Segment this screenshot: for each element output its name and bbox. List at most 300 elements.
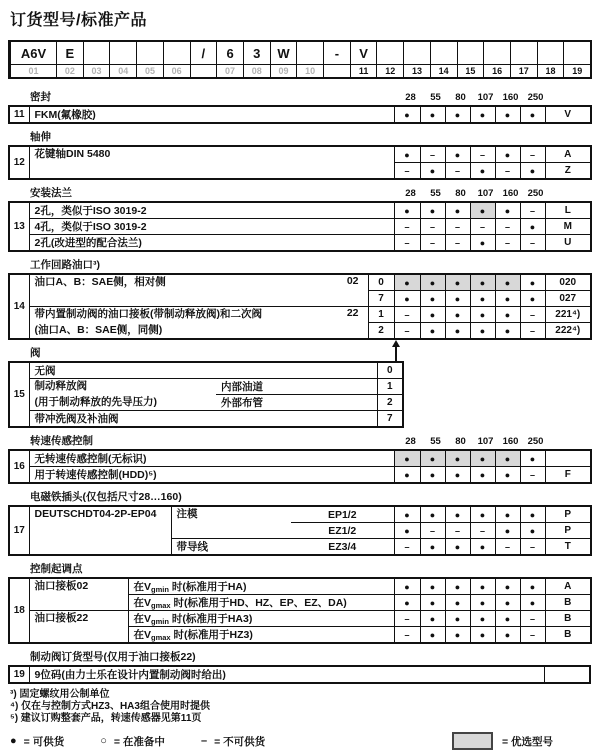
- subcode-value: 0: [368, 274, 394, 291]
- code-box-position: 18: [545, 66, 556, 76]
- subcode-value: 2: [368, 323, 394, 340]
- availability-cell: –: [520, 307, 545, 322]
- code-box: [323, 42, 350, 77]
- section-mounting-flange: [8, 187, 592, 252]
- position-number: 11: [9, 106, 29, 123]
- code-box-value: 3: [244, 42, 270, 65]
- legend-in-preparation: ○ = 在准备中: [100, 735, 165, 748]
- availability-cell: –: [495, 219, 520, 234]
- availability-cell: –: [495, 163, 520, 178]
- section-title: 制动阀订货型号(仅用于油口接板22): [30, 651, 196, 663]
- code-value: V: [545, 106, 591, 123]
- section-title: 控制起调点: [30, 563, 83, 575]
- availability-cell: –: [404, 221, 410, 232]
- availability-matrix: [394, 219, 545, 235]
- availability-cell: ●: [470, 107, 495, 122]
- code-value: 2: [377, 395, 403, 411]
- availability-cell: ●: [470, 451, 495, 466]
- spec-label: 带冲洗阀及补油阀: [29, 411, 377, 428]
- availability-cell: ●: [395, 451, 420, 466]
- code-box: [190, 42, 217, 77]
- code-box-value: -: [324, 42, 350, 65]
- availability-matrix: [394, 595, 545, 611]
- availability-cell: –: [445, 163, 470, 178]
- availability-matrix: [394, 523, 545, 539]
- code-box-position: 16: [492, 66, 503, 76]
- code-box-value: [137, 42, 163, 65]
- code-value: [544, 666, 590, 683]
- availability-cell: ●: [395, 275, 420, 290]
- availability-cell: –: [404, 629, 410, 640]
- spec-label: 无阀: [29, 362, 377, 379]
- availability-cell: ●: [420, 203, 445, 218]
- availability-cell: ●: [495, 451, 520, 466]
- code-value: 020: [545, 274, 591, 291]
- spec-label: 油口A、B：SAE侧，相对侧 02: [29, 274, 368, 307]
- code-value: T: [545, 539, 591, 556]
- availability-cell: –: [495, 235, 520, 250]
- availability-cell: –: [470, 523, 495, 538]
- port-plate-code: 02: [346, 275, 359, 287]
- availability-cell: ●: [445, 203, 470, 218]
- availability-cell: –: [520, 611, 545, 626]
- availability-cell: ●: [520, 523, 545, 538]
- code-box-value: E: [57, 42, 83, 65]
- section-header: [8, 131, 592, 144]
- availability-cell: ●: [470, 579, 495, 594]
- availability-cell: ●: [404, 205, 410, 216]
- code-box: [350, 42, 377, 77]
- availability-matrix: [394, 106, 545, 123]
- code-box: [109, 42, 136, 77]
- availability-cell: –: [420, 147, 445, 162]
- legend-available: ● = 可供货: [10, 735, 65, 748]
- code-value: U: [545, 235, 591, 252]
- code-box: [563, 42, 590, 77]
- availability-cell: ●: [404, 597, 410, 608]
- availability-cell: –: [404, 237, 410, 248]
- availability-cell: ●: [520, 291, 545, 306]
- spec-label: 9位码(由力士乐在设计内置制动阀时给出): [29, 666, 544, 683]
- availability-cell: ●: [445, 291, 470, 306]
- code-value: 0: [377, 362, 403, 379]
- code-box-value: [84, 42, 110, 65]
- code-box-position: 13: [411, 66, 422, 76]
- code-box-position: 15: [465, 66, 476, 76]
- availability-cell: ●: [445, 507, 470, 522]
- table-row: [9, 506, 591, 523]
- availability-cell: –: [404, 309, 410, 320]
- legend-preferred-type: = 优选型号: [452, 732, 553, 750]
- availability-matrix: [394, 291, 545, 307]
- code-box: [376, 42, 403, 77]
- section-title: 阀: [30, 347, 41, 359]
- code-box: [83, 42, 110, 77]
- availability-cell: ●: [420, 451, 445, 466]
- section-header: [8, 435, 592, 448]
- availability-cell: ●: [420, 291, 445, 306]
- availability-cell: ●: [495, 611, 520, 626]
- position-number: 16: [9, 450, 29, 483]
- availability-matrix: [394, 163, 545, 180]
- section-speed-sensing: [8, 435, 592, 484]
- model-code-strip: [8, 40, 592, 79]
- availability-cell: ●: [420, 579, 445, 594]
- code-box-value: A6V: [11, 42, 56, 65]
- availability-cell: ●: [404, 469, 410, 480]
- availability-cell: ●: [404, 109, 410, 120]
- code-value: A: [545, 146, 591, 163]
- filled-dot-icon: ●: [10, 735, 17, 747]
- availability-cell: ●: [420, 507, 445, 522]
- availability-matrix: [394, 539, 545, 556]
- size-header: 250: [527, 188, 544, 199]
- availability-cell: ●: [470, 291, 495, 306]
- availability-cell: ●: [445, 595, 470, 610]
- section-title: 转速传感控制: [30, 435, 93, 447]
- code-box: [510, 42, 537, 77]
- section-title: 轴伸: [30, 131, 51, 143]
- availability-cell: ●: [470, 507, 495, 522]
- availability-cell: ●: [520, 219, 545, 234]
- code-value: [545, 450, 591, 467]
- size-header: 160: [502, 92, 519, 103]
- availability-cell: –: [470, 147, 495, 162]
- availability-cell: ●: [520, 163, 545, 178]
- dash-icon: –: [200, 735, 208, 747]
- section-valve: [8, 347, 592, 428]
- table-row: [9, 666, 590, 683]
- availability-cell: –: [445, 235, 470, 250]
- code-box-value: [404, 42, 430, 65]
- code-box-position: 03: [91, 66, 102, 76]
- availability-cell: ●: [445, 147, 470, 162]
- size-header: 80: [455, 436, 466, 447]
- section-shaft-end: [8, 131, 592, 180]
- code-value: Z: [545, 163, 591, 180]
- availability-cell: –: [404, 541, 410, 552]
- availability-cell: ●: [520, 451, 545, 466]
- availability-cell: –: [520, 627, 545, 642]
- spec-label: FKM(氟橡胶): [29, 106, 394, 123]
- availability-cell: ●: [404, 509, 410, 520]
- availability-matrix: [394, 274, 545, 291]
- availability-cell: ●: [495, 467, 520, 482]
- section-header: [8, 651, 592, 664]
- spec-label: 4孔，类似于ISO 3019-2: [29, 219, 394, 235]
- availability-cell: ●: [445, 467, 470, 482]
- availability-cell: ●: [495, 291, 520, 306]
- spec-label: 带内置制动阀的油口接板(带制动释放阀)和二次阀 (油口A、B：SAE侧，同侧) 22: [29, 307, 368, 340]
- spec-sublabel: 注模: [171, 506, 291, 539]
- code-box-position: 02: [64, 66, 75, 76]
- legend-not-available: – = 不可供货: [200, 735, 266, 748]
- availability-cell: –: [520, 235, 545, 250]
- code-box-value: V: [351, 42, 377, 65]
- code-box-value: 6: [217, 42, 243, 65]
- section-title: 工作回路油口³): [30, 259, 100, 271]
- position-number: 15: [9, 362, 29, 427]
- availability-cell: ●: [495, 147, 520, 162]
- code-value: L: [545, 202, 591, 219]
- table-row: [9, 274, 591, 291]
- position-number: 14: [9, 274, 29, 339]
- section-header: [8, 187, 592, 200]
- spec-label: 制动释放阀 (用于制动释放的先导压力): [29, 379, 216, 411]
- spec-label: 无转速传感控制(无标识): [29, 450, 394, 467]
- code-box-value: [377, 42, 403, 65]
- plug-type: EZ3/4: [291, 539, 394, 556]
- availability-cell: ●: [420, 275, 445, 290]
- availability-cell: ●: [420, 611, 445, 626]
- availability-matrix: [394, 235, 545, 252]
- code-box: [403, 42, 430, 77]
- code-box-position: 07: [225, 66, 236, 76]
- availability-cell: ●: [445, 323, 470, 338]
- arrow-up-icon: [392, 340, 400, 347]
- code-box: [296, 42, 323, 77]
- availability-cell: ●: [420, 539, 445, 554]
- code-box-value: [511, 42, 537, 65]
- code-value: M: [545, 219, 591, 235]
- spec-label: 油口接板02: [29, 578, 128, 611]
- section-header: [8, 491, 592, 504]
- position-number: 12: [9, 146, 29, 179]
- table-row: [9, 411, 403, 428]
- code-box-position: 19: [572, 66, 583, 76]
- spec-sublabel: 带导线: [171, 539, 291, 556]
- availability-matrix: [394, 450, 545, 467]
- availability-cell: ●: [420, 595, 445, 610]
- table-row: [9, 219, 591, 235]
- availability-cell: ●: [404, 525, 410, 536]
- subcode-value: 7: [368, 291, 394, 307]
- availability-cell: –: [420, 219, 445, 234]
- brake-valve-table: [8, 665, 591, 684]
- plug-type: EP1/2: [291, 506, 394, 523]
- availability-cell: ●: [445, 451, 470, 466]
- spec-label: DEUTSCHDT04-2P-EP04: [29, 506, 171, 555]
- availability-cell: –: [495, 539, 520, 554]
- section-header: [8, 347, 592, 360]
- section-header: [8, 259, 592, 272]
- code-box: [483, 42, 510, 77]
- availability-cell: –: [520, 467, 545, 482]
- control-start-table: [8, 577, 592, 644]
- open-circle-icon: ○: [100, 735, 107, 747]
- port-plate-code: 22: [346, 307, 359, 319]
- code-box-position: 17: [518, 66, 529, 76]
- code-box: [136, 42, 163, 77]
- speed-sensing-table: [8, 449, 592, 484]
- availability-cell: ●: [520, 107, 545, 122]
- size-header: 107: [477, 92, 494, 103]
- footnotes: [10, 689, 592, 725]
- code-box-value: [110, 42, 136, 65]
- code-box-position: 06: [171, 66, 182, 76]
- table-row: [9, 578, 591, 595]
- availability-matrix: [394, 506, 545, 523]
- availability-cell: ●: [445, 579, 470, 594]
- availability-cell: ●: [445, 307, 470, 322]
- spec-label: 2孔，类似于ISO 3019-2: [29, 202, 394, 219]
- availability-cell: ●: [470, 627, 495, 642]
- table-row: [9, 450, 591, 467]
- code-box-position: 14: [438, 66, 449, 76]
- availability-cell: –: [420, 523, 445, 538]
- working-ports-table: [8, 273, 592, 340]
- availability-cell: ●: [495, 627, 520, 642]
- code-value: 7: [377, 411, 403, 428]
- availability-matrix: [394, 202, 545, 219]
- table-row: [9, 106, 591, 123]
- seal-table: [8, 105, 592, 124]
- condition-label: 在Vgmax 时(标准用于HZ3): [128, 627, 394, 644]
- availability-cell: ●: [495, 507, 520, 522]
- position-number: 18: [9, 578, 29, 643]
- table-row: [9, 362, 403, 379]
- size-header: 80: [455, 188, 466, 199]
- spec-label: 花键轴DIN 5480: [29, 146, 394, 179]
- section-brake-valve-code: [8, 651, 592, 684]
- availability-cell: –: [520, 147, 545, 162]
- code-box-position: [324, 65, 350, 77]
- spec-sublabel: 内部油道: [216, 379, 377, 395]
- code-value: 1: [377, 379, 403, 395]
- code-box-position: 12: [385, 66, 396, 76]
- size-header: 28: [405, 92, 416, 103]
- size-header: 28: [405, 188, 416, 199]
- code-box: [457, 42, 484, 77]
- footnote: ⁴) 仅在与控制方式HZ3、HA3组合使用时提供: [10, 701, 210, 712]
- availability-cell: –: [404, 165, 410, 176]
- table-row: [9, 467, 591, 484]
- shaft-end-table: [8, 145, 592, 180]
- size-header: 160: [502, 436, 519, 447]
- code-value: 222⁴): [545, 323, 591, 340]
- availability-cell: ●: [445, 627, 470, 642]
- code-box-value: [297, 42, 323, 65]
- code-box: [56, 42, 83, 77]
- availability-cell: ●: [470, 539, 495, 554]
- section-title: 电磁铁插头(仅包括尺寸28…160): [30, 491, 182, 503]
- size-column-headers: [398, 91, 548, 104]
- code-value: B: [545, 627, 591, 644]
- position-number: 19: [9, 666, 29, 683]
- section-header: [8, 563, 592, 576]
- table-row: [9, 202, 591, 219]
- code-value: A: [545, 578, 591, 595]
- availability-cell: ●: [445, 539, 470, 554]
- availability-matrix: [394, 323, 545, 340]
- code-box: [243, 42, 270, 77]
- availability-cell: ●: [520, 275, 545, 290]
- code-box: [163, 42, 190, 77]
- availability-cell: ●: [495, 579, 520, 594]
- table-row: [9, 379, 403, 395]
- availability-cell: ●: [420, 163, 445, 178]
- availability-cell: ●: [470, 611, 495, 626]
- code-box: [537, 42, 564, 77]
- table-row: [9, 307, 591, 323]
- availability-cell: ●: [420, 107, 445, 122]
- table-row: [9, 235, 591, 252]
- code-box-value: [538, 42, 564, 65]
- code-value: B: [545, 611, 591, 627]
- subcode-value: 1: [368, 307, 394, 323]
- code-value: F: [545, 467, 591, 484]
- condition-label: 在Vgmin 时(标准用于HA): [128, 578, 394, 595]
- position-number: 13: [9, 202, 29, 251]
- size-column-headers: [398, 435, 548, 448]
- section-working-ports: [8, 259, 592, 340]
- code-box-value: W: [271, 42, 297, 65]
- size-column-headers: [398, 187, 548, 200]
- availability-cell: ●: [495, 323, 520, 338]
- code-box-position: [191, 65, 217, 77]
- code-box-position: 08: [251, 66, 262, 76]
- footnote: ⁵) 建议订购整套产品，转速传感器见第11页: [10, 713, 202, 724]
- condition-label: 在Vgmin 时(标准用于HA3): [128, 611, 394, 627]
- position-number: 17: [9, 506, 29, 555]
- availability-cell: ●: [470, 323, 495, 338]
- code-value: B: [545, 595, 591, 611]
- code-box: [430, 42, 457, 77]
- size-header: 55: [430, 188, 441, 199]
- availability-cell: ●: [445, 611, 470, 626]
- availability-cell: ●: [470, 595, 495, 610]
- availability-cell: ●: [495, 307, 520, 322]
- code-box-position: 01: [28, 66, 39, 76]
- availability-cell: –: [520, 539, 545, 554]
- availability-cell: ●: [495, 107, 520, 122]
- code-box-position: 04: [118, 66, 129, 76]
- availability-cell: ●: [470, 307, 495, 322]
- footnote: ³) 固定螺纹用公制单位: [10, 689, 110, 700]
- plug-type: EZ1/2: [291, 523, 394, 539]
- availability-cell: –: [404, 613, 410, 624]
- code-box-value: [458, 42, 484, 65]
- code-box-value: /: [191, 42, 217, 65]
- code-value: 027: [545, 291, 591, 307]
- availability-cell: ●: [420, 627, 445, 642]
- availability-cell: ●: [420, 307, 445, 322]
- spec-label: 用于转速传感控制(HDD)⁵): [29, 467, 394, 484]
- availability-cell: ●: [420, 467, 445, 482]
- availability-cell: ●: [495, 523, 520, 538]
- spec-label: 油口接板22: [29, 611, 128, 644]
- availability-matrix: [394, 467, 545, 484]
- section-control-start: [8, 563, 592, 644]
- availability-matrix: [394, 146, 545, 163]
- code-box-position: 10: [305, 66, 316, 76]
- code-box-value: [564, 42, 590, 65]
- spec-label: 2孔(改进型的配合法兰): [29, 235, 394, 252]
- availability-cell: ●: [470, 235, 495, 250]
- section-header: [8, 91, 592, 104]
- availability-cell: ●: [470, 467, 495, 482]
- availability-cell: –: [445, 523, 470, 538]
- availability-cell: –: [470, 219, 495, 234]
- availability-cell: –: [420, 235, 445, 250]
- section-title: 安装法兰: [30, 187, 72, 199]
- availability-cell: –: [404, 325, 410, 336]
- availability-cell: ●: [520, 507, 545, 522]
- size-header: 55: [430, 92, 441, 103]
- section-solenoid-plug: [8, 491, 592, 556]
- section-seal: [8, 91, 592, 124]
- availability-cell: ●: [420, 323, 445, 338]
